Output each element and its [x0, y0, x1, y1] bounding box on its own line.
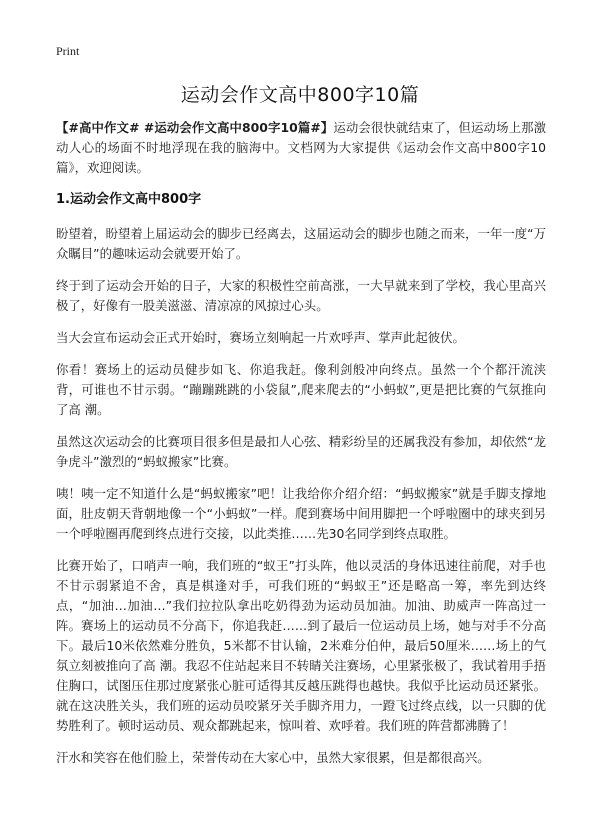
paragraph: 盼望着，盼望着上届运动会的脚步已经离去，这届运动会的脚步也随之而来，一年一度“万众瞩目”的趣味运动会就要开始了。 [56, 226, 546, 261]
intro-tag: 【#高中作文# #运动会作文高中800字10篇#】 [56, 120, 334, 135]
page-title: 运动会作文高中800字10篇 [180, 84, 420, 106]
paragraph: 汗水和笑容在他们脸上，荣誉传动在大家心中，虽然大家很累，但是都很高兴。 [56, 750, 490, 765]
paragraph: 你看！赛场上的运动员健步如飞、你追我赶。像利剑般冲向终点。虽然一个个都汗流浃背，可谁也不甘示弱。“蹦蹦跳跳的小袋鼠”,爬来爬去的“小蚂蚁”,更是把比赛的气氛推向了高 潮。 [56, 362, 546, 417]
paragraph: 比赛开始了，口哨声一响，我们班的“蚁王”打头阵，他以灵活的身体迅速往前爬，对手也不甘示弱紧追不舍，真是棋逢对手，可我们班的“蚂蚁王”还是略高一筹，率先到达终点，“加油…加油…”我们拉拉队拿出吃奶得劲为运动员加油。加油、助威声一阵高过一阵。赛场上的运动员不分高下，你追我赶……到了最后一位运动员上场，她与对手不分高下。最后10米依然难分胜负，5米都不甘认输，2米难分伯仲，最后50厘米……场上的气氛立刻被推向了高 潮。我忍不住站起来目不转睛关注赛场，心里紧张极了，我试着用手捂住胸口，试图压住那过度紧张心脏可适得其反越压跳得也越快。我似乎比运动员还紧张。就在这决胜关头，我们班的运动员咬紧牙关手脚齐用力，一蹬飞过终点线，以一只脚的优势胜利了。顿时运动员、观众都跳起来，惊叫着、欢呼着。我们班的阵营都沸腾了！ [56, 558, 546, 733]
paragraph: 虽然这次运动会的比赛项目很多但是最扣人心弦、精彩纷呈的还属我没有参加，却依然“龙争虎斗”激烈的“蚂蚁搬家”比赛。 [56, 434, 546, 469]
paragraph: 咦！咦一定不知道什么是“蚂蚁搬家”吧！让我给你介绍介绍：“蚂蚁搬家”就是手脚支撑地面，肚皮朝天背朝地像一个“小蚂蚁”一样。爬到赛场中间用脚把一个呼啦圈中的球夹到另一个呼啦圈再爬到终点进行交接，以此类推……先30名同学到终点取胜。 [56, 486, 546, 541]
intro-text: 运动会很快就结束了，但运动场上那激动人心的场面不时地浮现在我的脑海中。文档网为大家提供《运动会作文高中800字10篇》，欢迎阅读。 [56, 120, 546, 175]
article-body [56, 118, 546, 780]
print-label: Print [56, 44, 80, 58]
paragraph: 当大会宣布运动会正式开始时，赛场立刻响起一片欢呼声、掌声此起彼伏。 [56, 330, 465, 345]
section-heading: 1.运动会作文高中800字 [56, 192, 202, 207]
intro-paragraph [56, 118, 546, 178]
paragraph: 终于到了运动会开始的日子，大家的积极性空前高涨，一大早就来到了学校，我心里高兴极了，好像有一股美滋滋、清凉凉的风掠过心头。 [56, 278, 546, 313]
